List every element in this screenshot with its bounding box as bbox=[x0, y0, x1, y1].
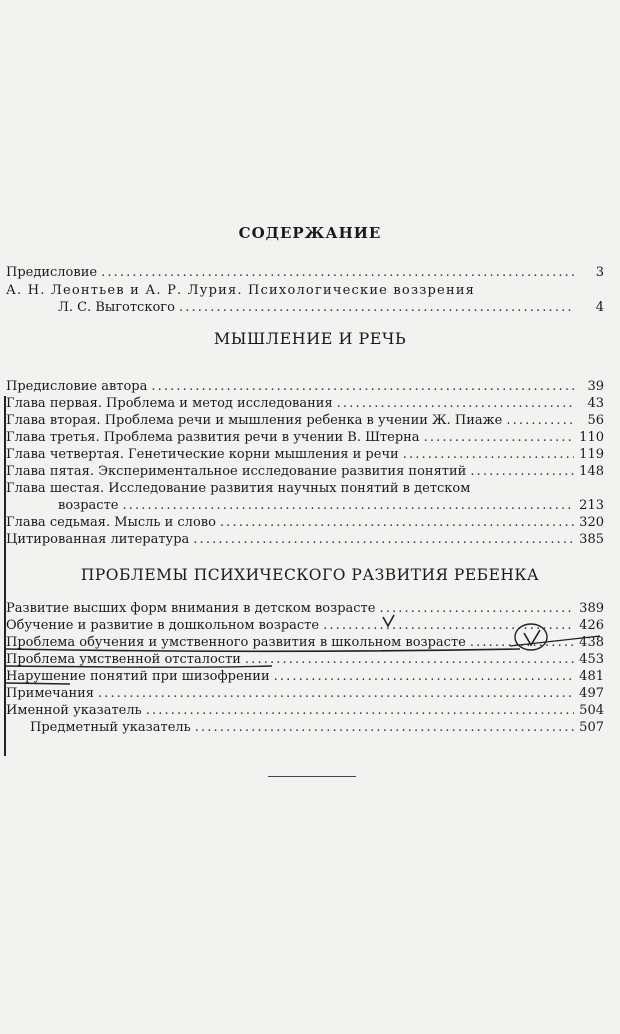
toc-entry-title: Л. С. Выготского bbox=[58, 300, 175, 315]
toc-entry-page: 320 bbox=[579, 515, 604, 530]
toc-entry-page: 148 bbox=[579, 464, 604, 479]
toc-entry-page: 213 bbox=[579, 498, 604, 513]
toc-entry-title: Глава пятая. Экспериментальное исследование развития понятий bbox=[6, 464, 467, 479]
toc-entry bbox=[6, 463, 604, 480]
toc-entry bbox=[6, 702, 604, 719]
margin-pen-line bbox=[4, 396, 6, 756]
toc-entry bbox=[6, 600, 604, 617]
end-rule bbox=[268, 776, 356, 777]
toc-entry-cont bbox=[58, 497, 604, 514]
toc-entry-page: 56 bbox=[587, 413, 604, 428]
toc-entry-title: возрасте bbox=[58, 498, 119, 513]
toc-entry-title: Предметный указатель bbox=[30, 720, 191, 735]
toc-entry-page: 453 bbox=[579, 652, 604, 667]
leader-dots bbox=[98, 685, 574, 702]
toc-entry bbox=[6, 480, 604, 497]
toc-entry-title: Глава седьмая. Мысль и слово bbox=[6, 515, 216, 530]
toc-entry-title: А. Н. Леонтьев и А. Р. Лурия. Психологические воззрения bbox=[6, 283, 476, 298]
toc-entry bbox=[6, 634, 604, 651]
toc-entry bbox=[6, 668, 604, 685]
toc-entry bbox=[6, 446, 604, 463]
toc-entry-title: Глава четвертая. Генетические корни мышления и речи bbox=[6, 447, 399, 462]
leader-dots bbox=[101, 264, 574, 281]
leader-dots bbox=[193, 531, 574, 548]
toc-entry-page: 481 bbox=[579, 669, 604, 684]
toc-entry bbox=[6, 651, 604, 668]
leader-dots bbox=[403, 446, 574, 463]
leader-dots bbox=[195, 719, 574, 736]
toc-entry bbox=[6, 378, 604, 395]
leader-dots bbox=[379, 600, 574, 617]
toc-entry-page: 389 bbox=[579, 601, 604, 616]
toc-entry bbox=[6, 617, 604, 634]
toc-entry bbox=[6, 531, 604, 548]
toc-entry-title: Предисловие bbox=[6, 265, 98, 280]
toc-entry-page: 385 bbox=[579, 532, 604, 547]
toc-entry-page: 497 bbox=[579, 686, 604, 701]
leader-dots bbox=[179, 299, 574, 316]
leader-dots bbox=[470, 463, 574, 480]
toc-entry-page: 110 bbox=[579, 430, 604, 445]
leader-dots bbox=[424, 429, 574, 446]
toc-entry-title: Проблема умственной отсталости bbox=[6, 652, 241, 667]
toc-entry-page: 438 bbox=[579, 635, 604, 650]
toc-entry-title: Обучение и развитие в дошкольном возрасте bbox=[6, 618, 320, 633]
toc-entry-page: 426 bbox=[579, 618, 604, 633]
toc-entry-title: Глава третья. Проблема развития речи в учении В. Штерна bbox=[6, 430, 420, 445]
toc-entry-title: Предисловие автора bbox=[6, 379, 148, 394]
toc-entry-title: Развитие высших форм внимания в детском возрасте bbox=[6, 601, 376, 616]
toc-entry-title: Глава первая. Проблема и метод исследования bbox=[6, 396, 333, 411]
toc-entry-page: 4 bbox=[595, 300, 604, 315]
section-heading: ПРОБЛЕМЫ ПСИХИЧЕСКОГО РАЗВИТИЯ РЕБЕНКА bbox=[80, 566, 540, 584]
toc-entry-page: 119 bbox=[579, 447, 604, 462]
toc-entry-title: Примечания bbox=[6, 686, 95, 701]
toc-entry bbox=[6, 685, 604, 702]
leader-dots bbox=[323, 617, 574, 634]
toc-entry-title: Нарушение понятий при шизофрении bbox=[6, 669, 270, 684]
toc-entry-authors bbox=[6, 282, 604, 299]
leader-dots bbox=[337, 395, 574, 412]
toc-entry bbox=[6, 395, 604, 412]
toc-entry-page: 3 bbox=[595, 265, 604, 280]
toc-entry bbox=[6, 429, 604, 446]
toc-entry bbox=[6, 412, 604, 429]
toc-entry-title: Именной указатель bbox=[6, 703, 142, 718]
toc-entry-authors-cont bbox=[58, 299, 604, 316]
toc-entry-title: Глава шестая. Исследование развития научных понятий в детском bbox=[6, 481, 471, 496]
leader-dots bbox=[245, 651, 574, 668]
toc-entry bbox=[30, 719, 604, 736]
toc-entry-page: 507 bbox=[579, 720, 604, 735]
toc-entry-page: 39 bbox=[587, 379, 604, 394]
leader-dots bbox=[151, 378, 574, 395]
leader-dots bbox=[146, 702, 574, 719]
section-heading: МЫШЛЕНИЕ И РЕЧЬ bbox=[213, 329, 407, 348]
leader-dots bbox=[122, 497, 574, 514]
toc-entry-page: 504 bbox=[579, 703, 604, 718]
leader-dots bbox=[470, 634, 574, 651]
toc-entry-preface bbox=[6, 264, 604, 281]
toc-entry-title: Глава вторая. Проблема речи и мышления ребенка в учении Ж. Пиаже bbox=[6, 413, 503, 428]
leader-dots bbox=[506, 412, 574, 429]
leader-dots bbox=[220, 514, 574, 531]
toc-entry bbox=[6, 514, 604, 531]
leader-dots bbox=[274, 668, 574, 685]
toc-entry-title: Цитированная литература bbox=[6, 532, 190, 547]
toc-entry-page: 43 bbox=[587, 396, 604, 411]
toc-entry-title: Проблема обучения и умственного развития в школьном возрасте bbox=[6, 635, 466, 650]
contents-heading: СОДЕРЖАНИЕ bbox=[238, 224, 382, 242]
